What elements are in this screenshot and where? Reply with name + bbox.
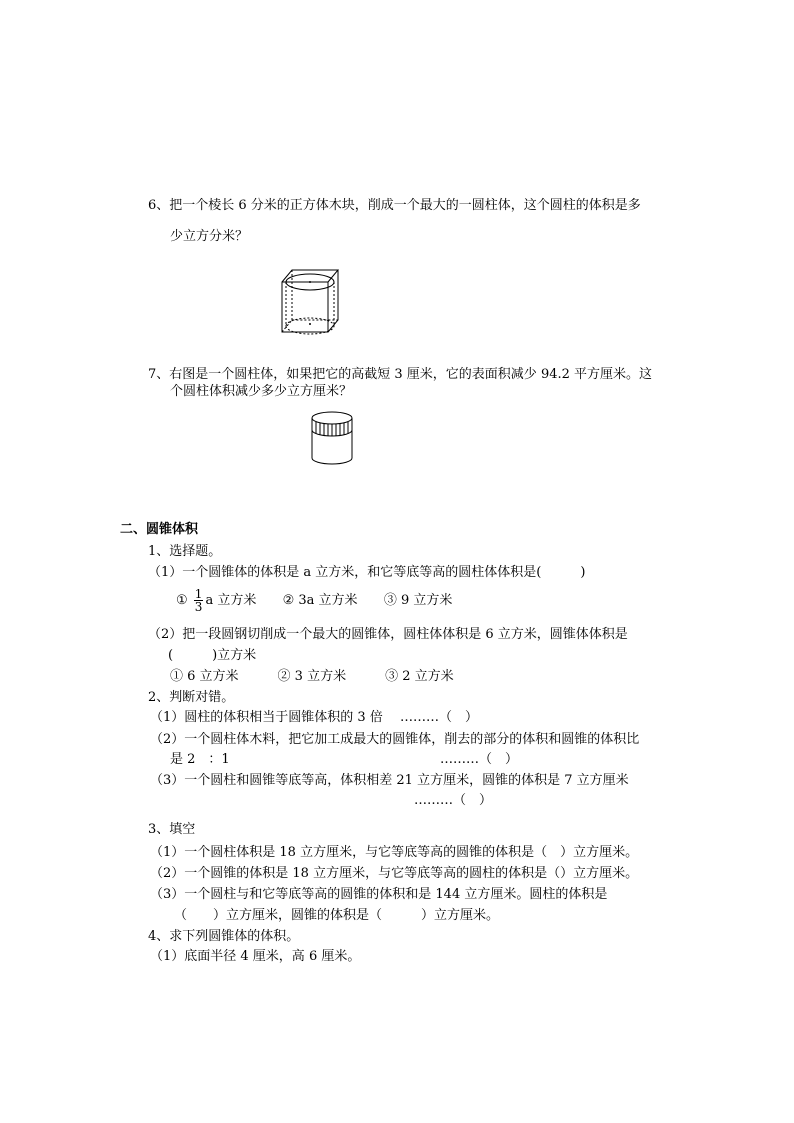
part1-q1: （1）一个圆锥体的体积是 a 立方米，和它等底等高的圆柱体体积是( ) <box>148 565 586 580</box>
part1-q2-options: ① 6 立方米 ② 3 立方米 ③ 2 立方米 <box>170 669 454 684</box>
part1-heading: 1、选择题。 <box>148 544 222 559</box>
option-2-text: ② 3a 立方米 <box>282 593 358 608</box>
part2-q2-line1: （2）一个圆柱体木料，把它加工成最大的圆锥体，削去的部分的体积和圆锥的体积比 <box>150 732 640 747</box>
q7-text-line2: 个圆柱体积减少多少立方厘米？ <box>170 384 353 399</box>
cube-cylinder-figure <box>276 264 348 338</box>
part2-heading: 2、判断对错。 <box>148 690 235 705</box>
part2-q3-line1: （3）一个圆柱和圆锥等底等高，体积相差 21 立方厘米，圆锥的体积是 7 立方厘米 <box>150 773 629 788</box>
q6-text-line2: 少立方分米？ <box>170 229 249 244</box>
part4-q1: （1）底面半径 4 厘米，高 6 厘米。 <box>150 949 361 964</box>
part4-heading: 4、求下列圆锥体的体积。 <box>148 929 300 944</box>
part3-heading: 3、填空 <box>148 822 196 837</box>
part2-q3-answer: ………（ ） <box>414 793 493 808</box>
cylinder-figure <box>306 408 358 468</box>
fraction-numerator: 1 <box>194 587 203 601</box>
part3-q2: （2）一个圆锥的体积是 18 立方厘米，与它等底等高的圆柱的体积是（）立方厘米。 <box>150 866 639 881</box>
fraction-denominator: 3 <box>194 600 203 614</box>
option-1-text: a 立方米 <box>205 593 257 608</box>
part3-q3-line1: （3）一个圆柱与和它等底等高的圆锥的体积和是 144 立方厘米。圆柱的体积是 <box>150 887 608 902</box>
part2-q2-line2: 是 2 ：1 <box>170 752 230 767</box>
option-3-text: ③ 9 立方米 <box>383 593 453 608</box>
section-title: 二、圆锥体积 <box>120 522 199 537</box>
fraction-one-third <box>194 588 204 613</box>
part2-q1: （1）圆柱的体积相当于圆锥体积的 3 倍 ………（ ） <box>150 710 478 725</box>
part1-q1-options <box>176 586 452 616</box>
part3-q1: （1）一个圆柱体积是 18 立方厘米，与它等底等高的圆锥的体积是（ ）立方厘米。 <box>150 845 639 860</box>
part3-q3-line2: （ ）立方厘米，圆锥的体积是（ ）立方厘米。 <box>174 908 500 923</box>
option-1-marker: ① <box>176 593 188 608</box>
part1-q2-line1: （2）把一段圆钢切削成一个最大的圆锥体，圆柱体体积是 6 立方米，圆锥体体积是 <box>148 627 628 642</box>
q7-text-line1: 7、右图是一个圆柱体，如果把它的高截短 3 厘米，它的表面积减少 94.2 平方厘米。这 <box>148 367 653 382</box>
q6-text-line1: 6、把一个棱长 6 分米的正方体木块，削成一个最大的一圆柱体，这个圆柱的体积是多 <box>148 198 641 213</box>
part1-q2-line2: ( )立方米 <box>168 648 257 663</box>
part2-q2-answer: ………（ ） <box>440 752 519 767</box>
